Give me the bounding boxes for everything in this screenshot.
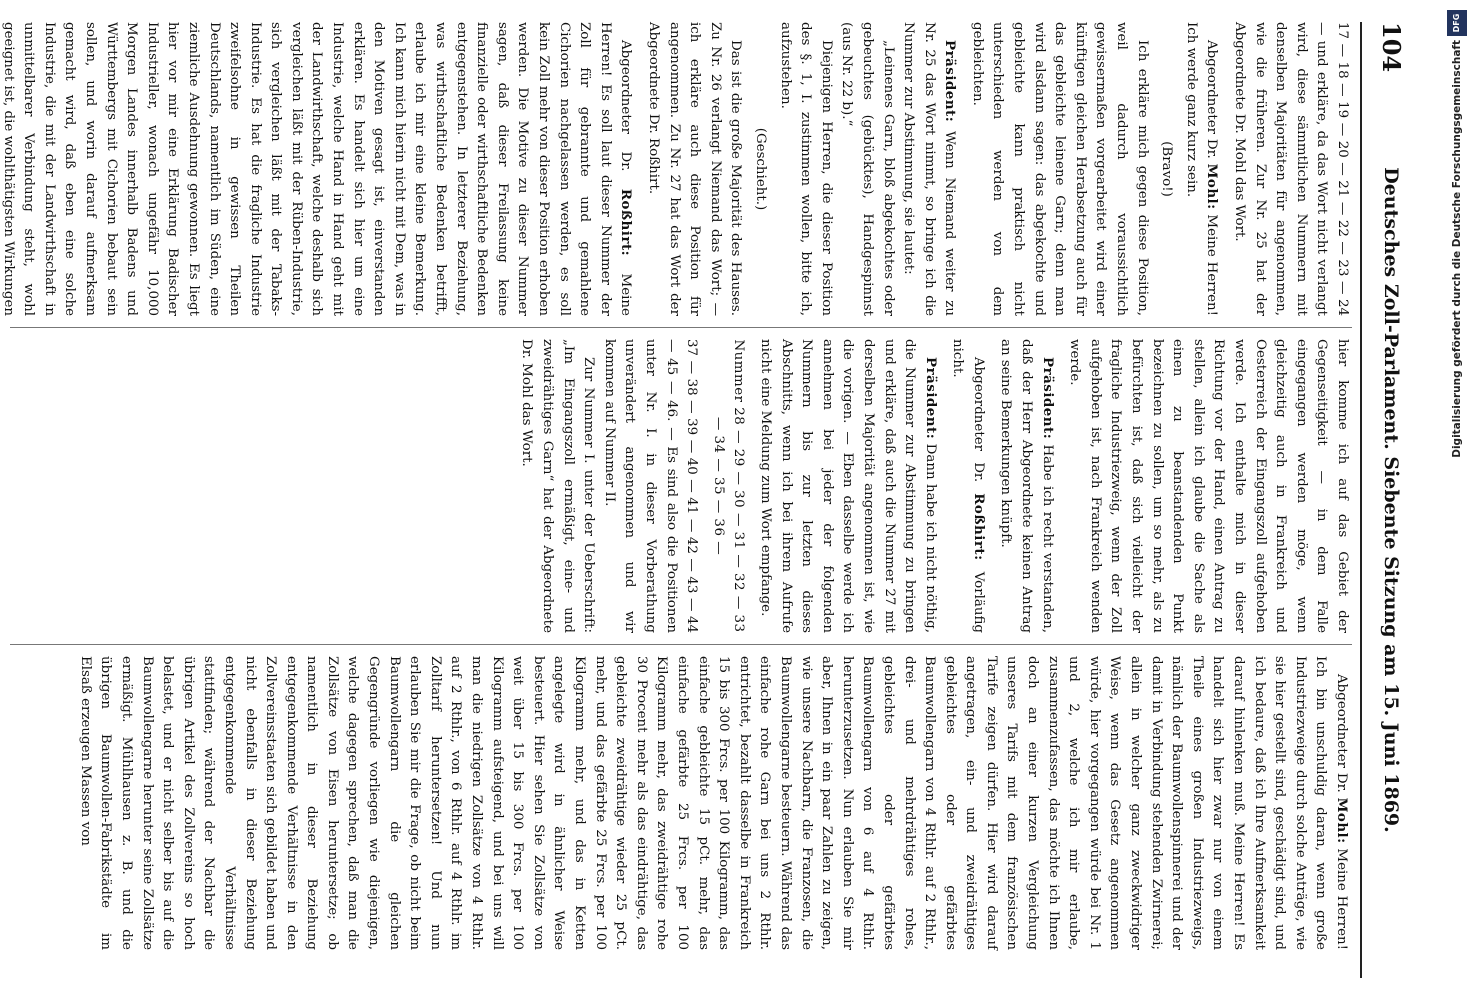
paragraph: Zur Nummer I. unter der Ueberschrift: „Im Eingangszoll ermäßigt, eine- und zweidrähtiges Garn“ hat der Abgeordnete Dr. Mohl das Wort. [519, 339, 597, 633]
speech-paragraph [947, 339, 989, 633]
speaker-name: Präsident: [1039, 357, 1056, 440]
speech-paragraph [898, 22, 961, 316]
speaker-name: Roßhirt: [970, 493, 987, 561]
paragraph: 17 — 18 — 19 — 20 — 21 — 22 — 23 — 24 — und erkläre, da das Wort nicht verlangt wird, diese sämmtlichen Nummern mit denselben Majoritäten für angenommen, wie die früheren. Zur Nr. 25 hat der Abgeordnete Dr. Mohl das Wort. [1232, 22, 1350, 316]
speaker-title: Abgeordneter Dr. [970, 357, 986, 494]
paragraph: 37 — 38 — 39 — 40 — 41 — 42 — 43 — 44 — 45 — 46. — Es sind also die Positionen unter Nr. I. in dieser Vorberathung unverändert angenommen und wir kommen auf Nummer II. [601, 339, 700, 633]
speaker-name: Präsident: [942, 40, 959, 123]
speech-paragraph [74, 656, 1352, 950]
speech-text: Vorläufig nicht. [950, 339, 986, 633]
speech-paragraph [995, 339, 1058, 633]
text-column-3 [10, 656, 1352, 950]
page-header [1368, 22, 1412, 978]
speech-text: Dann habe ich nicht nöthig, die Nummer zur Abstimmung zu bringen und erkläre, daß auch die Nummer 27 mit derselben Majorität angenommen ist, wie die vorigen. — Eben dasselbe werde ich annehmen bei jeder der folgenden Nummern bis zur letzten dieses Abschnitts, wenn ich bei ihrem Aufrufe nicht eine Meldung zum Wort empfange. [757, 339, 938, 633]
text-column-2 [10, 339, 1352, 633]
paragraph: Das ist die große Majorität des Hauses. Zu Nr. 26 verlangt Niemand das Wort; — ich erkläre auch diese Position für angenommen. Zu Nr. 27 hat das Wort der Abgeordnete Dr. Roßhirt. [646, 22, 744, 316]
paragraph: Ich erkläre mich gegen diese Position, weil dadurch voraussichtlich gewissermaßen vorgearbeitet wird einer künftigen gleichen Herabsetzung auch für das gebleichte leinene Garn; denn man wird alsdann sagen: das abgekochte und gebleichte kann praktisch nicht unterschieden werden von dem gebleichten. [969, 22, 1150, 316]
text-column-1 [0, 22, 1352, 316]
speech-text: Wenn Niemand weiter zu Nr. 25 das Wort nimmt, so bringe ich die Nummer zur Abstimmung, sie lautet: [901, 22, 958, 316]
number-list: Nummer 28 — 29 — 30 — 31 — 32 — 33 — 34 — 35 — 36 — [710, 339, 747, 633]
speech-text: Meine Herren! Ich bin unschuldig daran, wenn große Industriezweige durch solche Anträge, wie sie hier gestellt sind, geschädigt sind, und ich bedaure, daß ich Ihre Aufmerksamkeit darauf hinlenken muß. Meine Herren! Es handelt sich hier zwar nur von einem Theile eines großen Industriezweigs, nämlich der Baumwollenspinnerei und der damit in Verbindung stehenden Zwirnerei; allein in welcher ganz zweckwidriger Weise, wenn das Gesetz angenommen würde, hier vorgegangen würde bei Nr. 1 und 2, welche ich mir erlaube, zusammenzufassen, das möchte ich Ihnen doch an einer kurzen Vergleichung unseres Tarifs mit dem französischen Tarife zeigen dürfen. Hier wird darauf angetragen, ein- und zweidrähtiges gebleichtes oder gefärbtes Baumwollengarn von 4 Rthlr. auf 2 Rthlr., drei- und mehrdrähtiges rohes, gebleichtes oder gefärbtes Baumwollengarn von 6 auf 4 Rthlr. herunterzusetzen. Nun erlauben Sie mir aber, Ihnen in ein paar Zahlen zu zeigen, wie unsere Nachbarn, die Franzosen, die Baumwollengarne besteuern. Während das einfache rohe Garn bei uns 2 Rthlr. entrichtet, bezahlt dasselbe in Frankreich 15 bis 300 Frcs. per 100 Kilogramm, das einfache gebleichte 15 pCt. mehr, das einfache gefärbte 25 Frcs. per 100 Kilogramm mehr, das zweidrähtige rohe 30 Procent mehr als das eindrähtige, das gebleichte zweidrähtige wieder 25 pCt. mehr, und das gefärbte 25 Frcs. per 100 Kilogramm mehr, und das in Ketten angelegte wird in ähnlicher Weise besteuert. Hier sehen Sie Zollsätze von weit über 15 bis 300 Frcs. per 100 Kilogramm aufsteigend, und bei uns will man die niedrigen Zollsätze von 4 Rthlr. auf 2 Rthlr., von 6 Rthlr. auf 4 Rthlr. im Zolltarif heruntersetzen! Und nun erlauben Sie mir die Frage, ob nicht beim Baumwollengarn die gleichen Gegengründe vorliegen wie diejenigen, welche dagegen sprechen, daß man die Zollsätze von Eisen heruntersetze; ob namentlich in dieser Beziehung entgegenkommende Verhältnisse in den Zollvereinsstaaten sich gebildet haben und nicht ebenfalls in dieser Beziehung entgegenkommende Verhältnisse stattfinden; während der Nachbar die übrigen Artikel des Zollvereins so hoch belastet, und er nicht selber bis auf die Baumwollengarne herunter seine Zollsätze ermäßigt. Mühlhausen z. B. und die übrigen Baumwollen-Fabrikstädte im Elsaß erzeugen Massen von [77, 656, 1349, 950]
page-number: 104 [1377, 22, 1406, 73]
speaker-name: Mohl: [1204, 163, 1221, 210]
dfg-logo-text: DFG [1452, 13, 1461, 33]
speech-text: Meine Herren! Es soll laut dieser Nummer der Zoll für gebrannte und gemahlene Cichorien nachgelassen werden, es soll kein Zoll mehr von dieser Position erhoben werden. Die Motive zu dieser Nummer sagen, daß dieser Freilassung keine finanzielle oder wirthschaftliche Bedenken entgegenstehen. In letzterer Beziehung, was wirthschaftliche Bedenken betrifft, erlaube ich mir eine kleine Bemerkung. Ich kann mich hierin nicht mit Dem, was in den Motiven gesagt ist, einverstanden erklären. Es handelt sich hier um eine Industrie, welche Hand in Hand geht mit der Landwirthschaft, welche deshalb sich vergleichen läßt mit der Rüben-Industrie, sich vergleichen läßt mit der Tabaks-Industrie. Es hat die fragliche Industrie zweifelsohne in gewissen Theilen Deutschlands, namentlich im Süden, eine ziemliche Ausdehnung gewonnen. Es liegt hier vor mir eine Erklärung Badischer Industrieller, wonach ungefähr 10,000 Morgen Landes innerhalb Badens und Württembergs mit Cichorien bebaut sein sollen, und worin darauf aufmerksam gemacht wird, daß eben eine solche Industrie, die mit der Landwirthschaft in unmittelbarer Verbindung steht, wohl geeignet ist, die wohlthätigsten Wirkungen [0, 22, 634, 316]
paragraph: hier komme ich auf das Gebiet der Gegenseitigkeit — in dem Falle eingegangen werden möge, wenn gleichzeitig auch in Frankreich und Oesterreich der Eingangszoll aufgehoben werde. Ich enthalte mich in dieser Richtung vor der Hand, einen Antrag zu stellen, allein ich glaube die Sache als einen zu beanstandenden Punkt bezeichnen zu sollen, um so mehr, als zu befürchten ist, daß sich vielleicht der fragliche Industriezweig, wenn der Zoll aufgehoben ist, nach Frankreich wenden werde. [1067, 339, 1350, 633]
column-divider [10, 644, 1352, 645]
speaker-title: Abgeordneter Dr. [1334, 674, 1349, 798]
digitization-watermark [1447, 10, 1467, 990]
interjection: (Bravo!) [1159, 141, 1175, 197]
paragraph: Diejenigen Herren, die dieser Position des §. 1, I. zustimmen wollen, bitte ich, aufzustehen. [777, 22, 834, 316]
speaker-name: Präsident: [922, 357, 939, 440]
speech-text: Habe ich recht verstanden, daß der Herr Abgeordnete keinen Antrag an seine Bemerkungen knüpft. [998, 339, 1055, 633]
speech-paragraph [754, 339, 940, 633]
watermark-text: Digitalisierung gefördert durch die Deutsche Forschungsgemeinschaft [1451, 40, 1463, 458]
speech-text: Meine Herren! Ich werde ganz kurz sein. [1183, 22, 1220, 316]
speaker-name: Mohl: [1334, 797, 1350, 844]
speaker-name: Roßhirt: [618, 188, 635, 257]
header-rule [1360, 22, 1362, 978]
quoted-item: „Leinenes Garn, bloß abgekochtes oder gebeuchtes (gebücktes), Handgespinnst (aus Nr. 22 b).“ [839, 22, 896, 316]
speech-paragraph [0, 22, 636, 316]
speaker-title: Abgeordneter Dr. [1204, 40, 1220, 164]
interjection: (Geschieht.) [752, 127, 768, 211]
speaker-title: Abgeordneter Dr. [618, 40, 634, 189]
running-head: Deutsches Zoll-Parlament. Siebente Sitzung am 15. Juni 1869. [1380, 167, 1402, 833]
column-divider [10, 327, 1352, 328]
speech-paragraph [1180, 22, 1222, 316]
